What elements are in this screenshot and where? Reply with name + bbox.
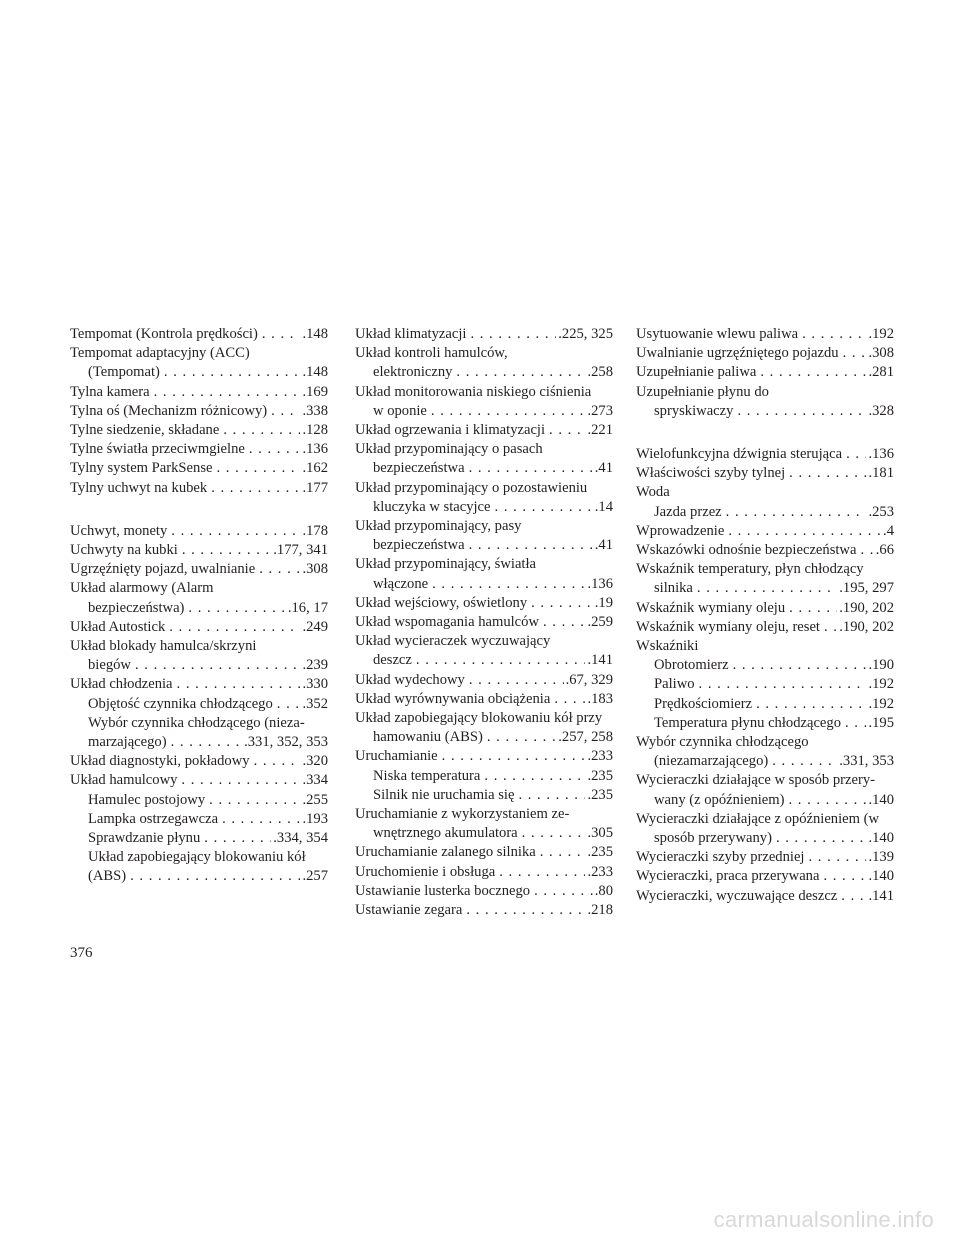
index-entry: Wycieraczki szyby przedniej . . . .139 [636, 848, 894, 867]
index-entry: Układ monitorowania niskiego ciśnienia w oponie . . . .273 [355, 383, 613, 421]
index-entry: Uwalnianie ugrzęźniętego pojazdu . . . .308 [636, 344, 894, 363]
index-entry: Układ wydechowy . . . .67, 329 [355, 671, 613, 690]
index-entry: Tylna oś (Mechanizm różnicowy) . . . .338 [70, 402, 328, 421]
index-entry: Tempomat (Kontrola prędkości) . . . .148 [70, 325, 328, 344]
index-entry: Tylna kamera . . . .169 [70, 383, 328, 402]
index-entry: Układ ogrzewania i klimatyzacji . . . .221 [355, 421, 613, 440]
index-entry: Tylny uchwyt na kubek . . . .177 [70, 479, 328, 498]
index-entry: Uchwyt, monety . . . .178 [70, 522, 328, 541]
index-subentry: Wybór czynnika chłodzącego (nieza- marzającego) . . . .331, 352, 353 [70, 714, 328, 752]
index-entry: Tylne siedzenie, składane . . . .128 [70, 421, 328, 440]
index-entry: Uchwyty na kubki . . . .177, 341 [70, 541, 328, 560]
index-entry: Tylne światła przeciwmgielne . . . .136 [70, 440, 328, 459]
index-column-3 [636, 325, 894, 906]
index-subentry: Prędkościomierz . . . .192 [636, 695, 894, 714]
index-entry: Układ przypominający o pozostawieniu kluczyka w stacyjce . . . .14 [355, 479, 613, 517]
index-entry: Wielofunkcyjna dźwignia sterująca . . . .136 [636, 445, 894, 464]
index-entry: Wycieraczki, wyczuwające deszcz . . . .141 [636, 887, 894, 906]
index-subentry: Układ zapobiegający blokowaniu kół (ABS) . . . .257 [70, 848, 328, 886]
index-subentry: Objętość czynnika chłodzącego . . . .352 [70, 695, 328, 714]
index-subentry: Lampka ostrzegawcza . . . .193 [70, 810, 328, 829]
index-entry: Ugrzęźnięty pojazd, uwalnianie . . . .308 [70, 560, 328, 579]
index-subentry: Hamulec postojowy . . . .255 [70, 791, 328, 810]
index-entry: Układ wyrównywania obciążenia . . . .183 [355, 690, 613, 709]
index-column-2 [355, 325, 613, 920]
index-entry: Uruchamianie . . . .233 [355, 747, 613, 766]
index-entry: Układ blokady hamulca/skrzyni biegów . . . .239 [70, 637, 328, 675]
index-entry: Wskaźnik wymiany oleju, reset . . . .190, 202 [636, 618, 894, 637]
index-entry: Wskaźnik temperatury, płyn chłodzący silnika . . . .195, 297 [636, 560, 894, 598]
index-entry: Usytuowanie wlewu paliwa . . . .192 [636, 325, 894, 344]
index-subentry: Paliwo . . . .192 [636, 675, 894, 694]
index-entry: Układ alarmowy (Alarm bezpieczeństwa) . . . .16, 17 [70, 579, 328, 617]
watermark: carmanualsonline.info [713, 1207, 934, 1232]
index-entry: Woda [636, 484, 670, 501]
index-entry: Tempomat adaptacyjny (ACC) (Tempomat) . . . .148 [70, 344, 328, 382]
index-entry: Układ wejściowy, oświetlony . . . .19 [355, 594, 613, 613]
index-subentry: Obrotomierz . . . .190 [636, 656, 894, 675]
index-entry: Układ kontroli hamulców, elektroniczny . . . .258 [355, 344, 613, 382]
index-entry: Wskaźnik wymiany oleju . . . .190, 202 [636, 599, 894, 618]
index-entry: Uruchamianie z wykorzystaniem ze- wnętrznego akumulatora . . . .305 [355, 805, 613, 843]
index-entry: Układ wspomagania hamulców . . . .259 [355, 613, 613, 632]
index-entry: Tylny system ParkSense . . . .162 [70, 459, 328, 478]
index-entry: Wprowadzenie . . . .4 [636, 522, 894, 541]
index-entry: Układ przypominający o pasach bezpieczeństwa . . . .41 [355, 440, 613, 478]
index-entry: Układ klimatyzacji . . . .225, 325 [355, 325, 613, 344]
index-entry: Ustawianie lusterka bocznego . . . .80 [355, 882, 613, 901]
index-subentry: Silnik nie uruchamia się . . . .235 [355, 786, 613, 805]
index-entry: Wybór czynnika chłodzącego (niezamarzającego) . . . .331, 353 [636, 733, 894, 771]
index-column-1 [70, 325, 328, 887]
index-entry: Wskaźniki [636, 638, 699, 655]
section-gap [636, 421, 894, 445]
index-entry: Układ Autostick . . . .249 [70, 618, 328, 637]
index-entry: Uzupełnianie płynu do spryskiwaczy . . . .328 [636, 383, 894, 421]
index-entry: Układ przypominający, pasy bezpieczeństwa . . . .41 [355, 517, 613, 555]
index-entry: Układ zapobiegający blokowaniu kół przy hamowaniu (ABS) . . . .257, 258 [355, 709, 613, 747]
index-entry: Uruchamianie zalanego silnika . . . .235 [355, 843, 613, 862]
index-subentry: Jazda przez . . . .253 [636, 503, 894, 522]
index-entry: Ustawianie zegara . . . .218 [355, 901, 613, 920]
index-entry: Właściwości szyby tylnej . . . .181 [636, 464, 894, 483]
index-entry: Układ wycieraczek wyczuwający deszcz . . . .141 [355, 632, 613, 670]
index-entry: Układ chłodzenia . . . .330 [70, 675, 328, 694]
index-entry: Układ diagnostyki, pokładowy . . . .320 [70, 752, 328, 771]
index-subentry: Temperatura płynu chłodzącego . . . .195 [636, 714, 894, 733]
page-number: 376 [70, 945, 93, 961]
index-entry: Wycieraczki, praca przerywana . . . .140 [636, 867, 894, 886]
index-entry: Uruchomienie i obsługa . . . .233 [355, 863, 613, 882]
index-entry: Układ przypominający, światła włączone . . . .136 [355, 555, 613, 593]
index-subentry: Sprawdzanie płynu . . . .334, 354 [70, 829, 328, 848]
index-entry: Układ hamulcowy . . . .334 [70, 771, 328, 790]
index-entry: Wycieraczki działające w sposób przery- wany (z opóźnieniem) . . . .140 [636, 771, 894, 809]
index-entry: Wskazówki odnośnie bezpieczeństwa . . . .66 [636, 541, 894, 560]
index-entry: Wycieraczki działające z opóźnieniem (w sposób przerywany) . . . .140 [636, 810, 894, 848]
index-entry: Uzupełnianie paliwa . . . .281 [636, 363, 894, 382]
index-subentry: Niska temperatura . . . .235 [355, 767, 613, 786]
section-gap [70, 498, 328, 522]
